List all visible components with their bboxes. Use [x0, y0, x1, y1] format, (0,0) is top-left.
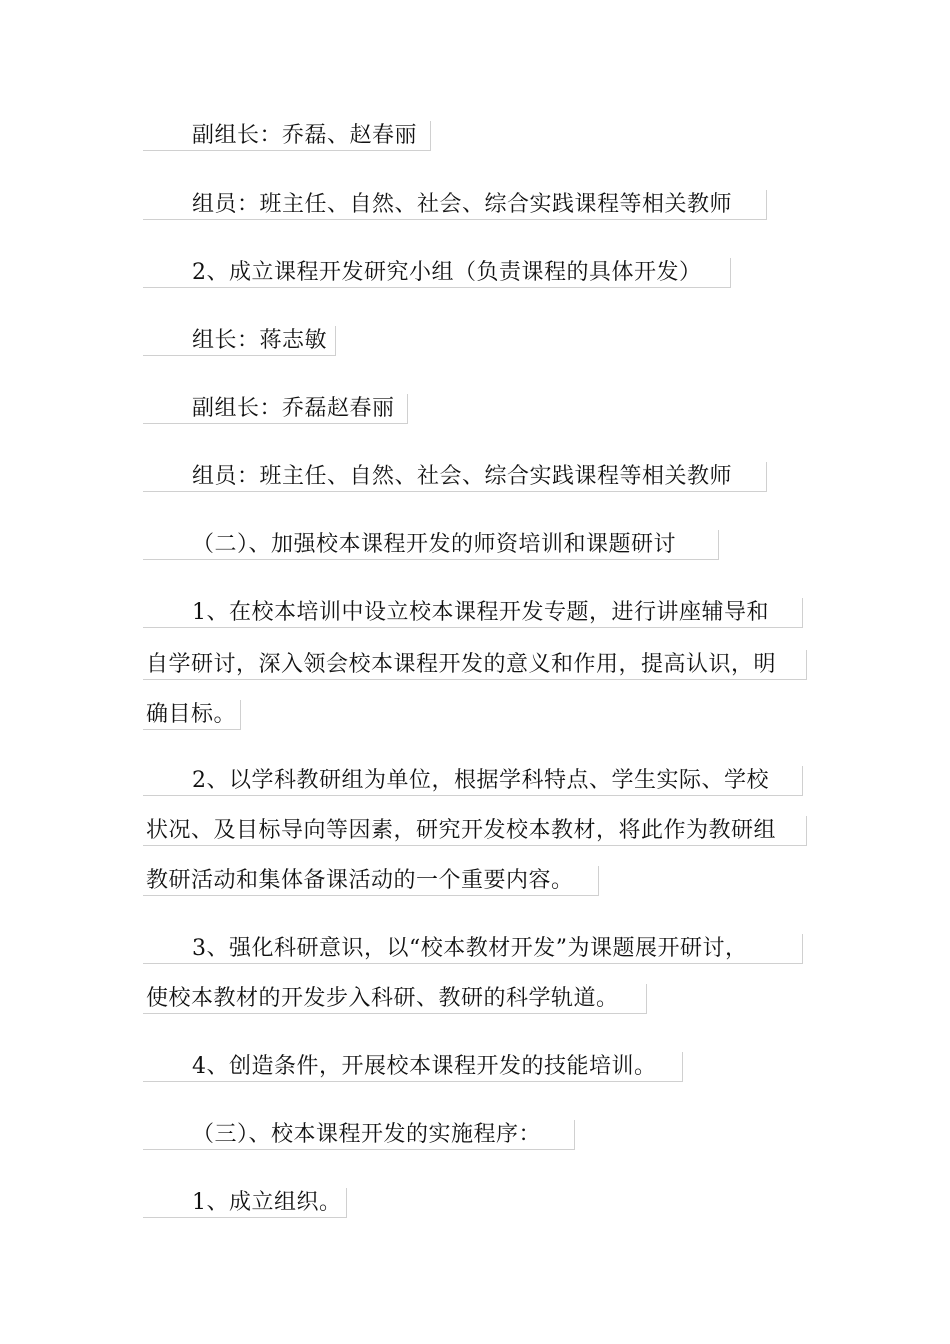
line-text: （二）、加强校本课程开发的师资培训和课题研讨: [192, 532, 677, 557]
line-text: 组长：蒋志敏: [192, 328, 328, 353]
text-line: [143, 598, 803, 628]
line-text: 组员：班主任、自然、社会、综合实践课程等相关教师: [192, 464, 733, 489]
line-text: 确目标。: [146, 702, 237, 727]
line-text: 自学研讨，深入领会校本课程开发的意义和作用，提高认识，明: [146, 652, 777, 677]
text-line: [143, 258, 731, 288]
text-line: [143, 700, 241, 730]
text-line: [143, 462, 767, 492]
text-line: [143, 650, 807, 680]
text-line: [143, 934, 803, 964]
text-line: [143, 190, 767, 220]
line-text: 1、成立组织。: [192, 1190, 342, 1215]
line-text: 2、成立课程开发研究小组（负责课程的具体开发）: [192, 260, 702, 285]
section-heading: [143, 530, 719, 560]
section-heading: [143, 1120, 575, 1150]
text-line: [143, 394, 408, 424]
line-text: 使校本教材的开发步入科研、教研的科学轨道。: [146, 986, 619, 1011]
line-text: 2、以学科教研组为单位，根据学科特点、学生实际、学校: [192, 768, 769, 793]
text-line: [143, 766, 803, 796]
line-text: 3、强化科研意识，以“校本教材开发”为课题展开研讨，: [192, 936, 748, 961]
text-line: [143, 816, 807, 846]
text-line: [143, 1188, 347, 1218]
line-text: 副组长：乔磊、赵春丽: [192, 123, 418, 148]
line-text: 组员：班主任、自然、社会、综合实践课程等相关教师: [192, 192, 733, 217]
text-line: [143, 326, 336, 356]
line-text: 4、创造条件，开展校本课程开发的技能培训。: [192, 1054, 657, 1079]
line-text: 副组长：乔磊赵春丽: [192, 396, 395, 421]
line-text: 状况、及目标导向等因素，研究开发校本教材，将此作为教研组: [146, 818, 777, 843]
text-line: [143, 866, 599, 896]
line-text: 教研活动和集体备课活动的一个重要内容。: [146, 868, 574, 893]
text-line: [143, 121, 431, 151]
line-text: 1、在校本培训中设立校本课程开发专题，进行讲座辅导和: [192, 600, 769, 625]
text-line: [143, 1052, 683, 1082]
text-line: [143, 984, 647, 1014]
line-text: （三）、校本课程开发的实施程序：: [192, 1122, 542, 1147]
